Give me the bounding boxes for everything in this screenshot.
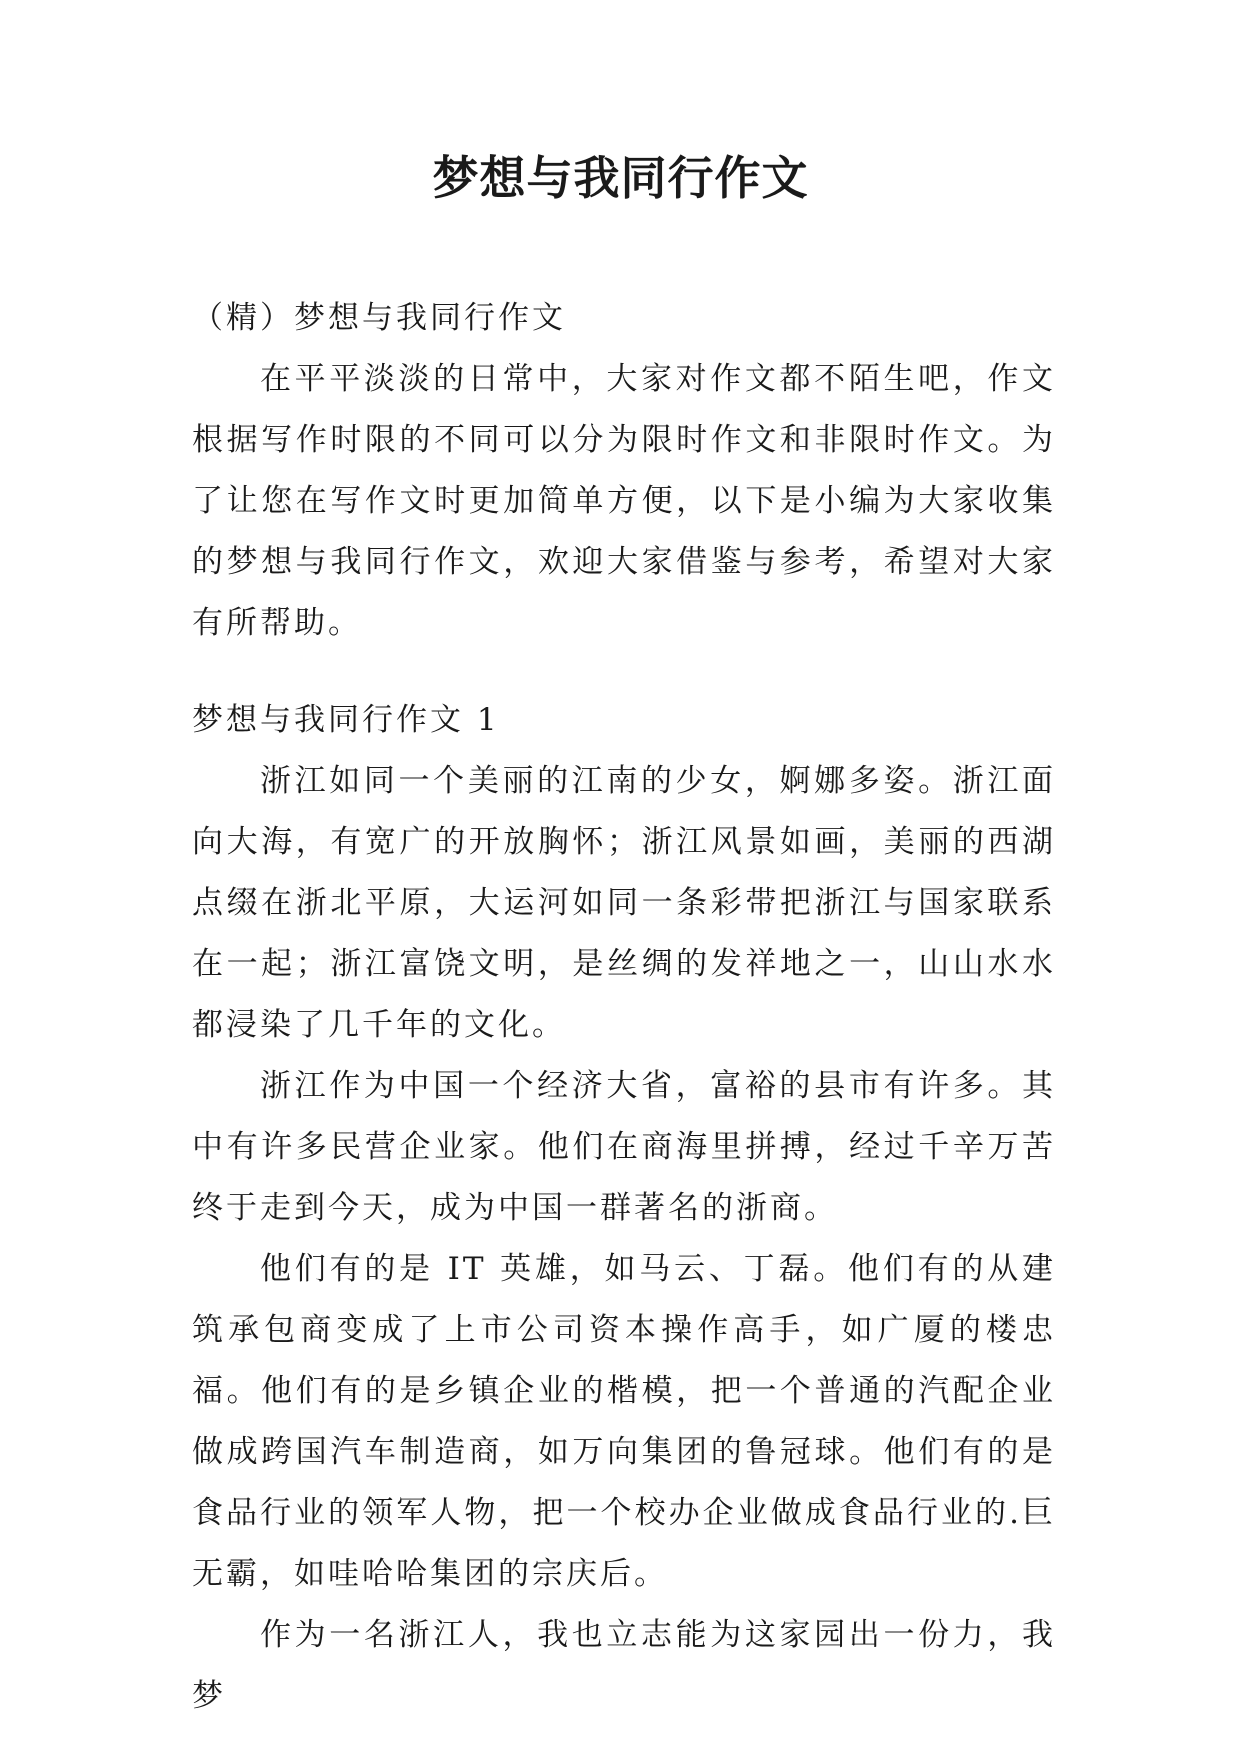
page-title: 梦想与我同行作文	[432, 151, 809, 205]
document-subtitle: （精）梦想与我同行作文	[192, 300, 566, 336]
body-paragraph: 他们有的是 IT 英雄，如马云、丁磊。他们有的从建筑承包商变成了上市公司资本操作高手，如广厦的楼忠福。他们有的是乡镇企业的楷模，把一个普通的汽配企业做成跨国汽车制造商，如万向集团的鲁冠球。他们有的是食品行业的领军人物，把一个校办企业做成食品行业的.巨无霸，如哇哈哈集团的宗庆后。	[192, 1251, 1056, 1592]
document-body	[192, 288, 1056, 1727]
body-paragraph: 作为一名浙江人，我也立志能为这家园出一份力，我梦	[192, 1617, 1056, 1714]
intro-paragraph: 在平平淡淡的日常中，大家对作文都不陌生吧，作文根据写作时限的不同可以分为限时作文和非限时作文。为了让您在写作文时更加简单方便，以下是小编为大家收集的梦想与我同行作文，欢迎大家借鉴与参考，希望对大家有所帮助。	[192, 361, 1056, 641]
body-paragraph: 浙江如同一个美丽的江南的少女，婀娜多姿。浙江面向大海，有宽广的开放胸怀；浙江风景如画，美丽的西湖点缀在浙北平原，大运河如同一条彩带把浙江与国家联系在一起；浙江富饶文明，是丝绸的发祥地之一，山山水水都浸染了几千年的文化。	[192, 763, 1056, 1043]
body-paragraph: 浙江作为中国一个经济大省，富裕的县市有许多。其中有许多民营企业家。他们在商海里拼搏，经过千辛万苦终于走到今天，成为中国一群著名的浙商。	[192, 1068, 1056, 1226]
section-spacer	[192, 654, 1056, 690]
section-heading: 梦想与我同行作文 1	[192, 702, 500, 738]
